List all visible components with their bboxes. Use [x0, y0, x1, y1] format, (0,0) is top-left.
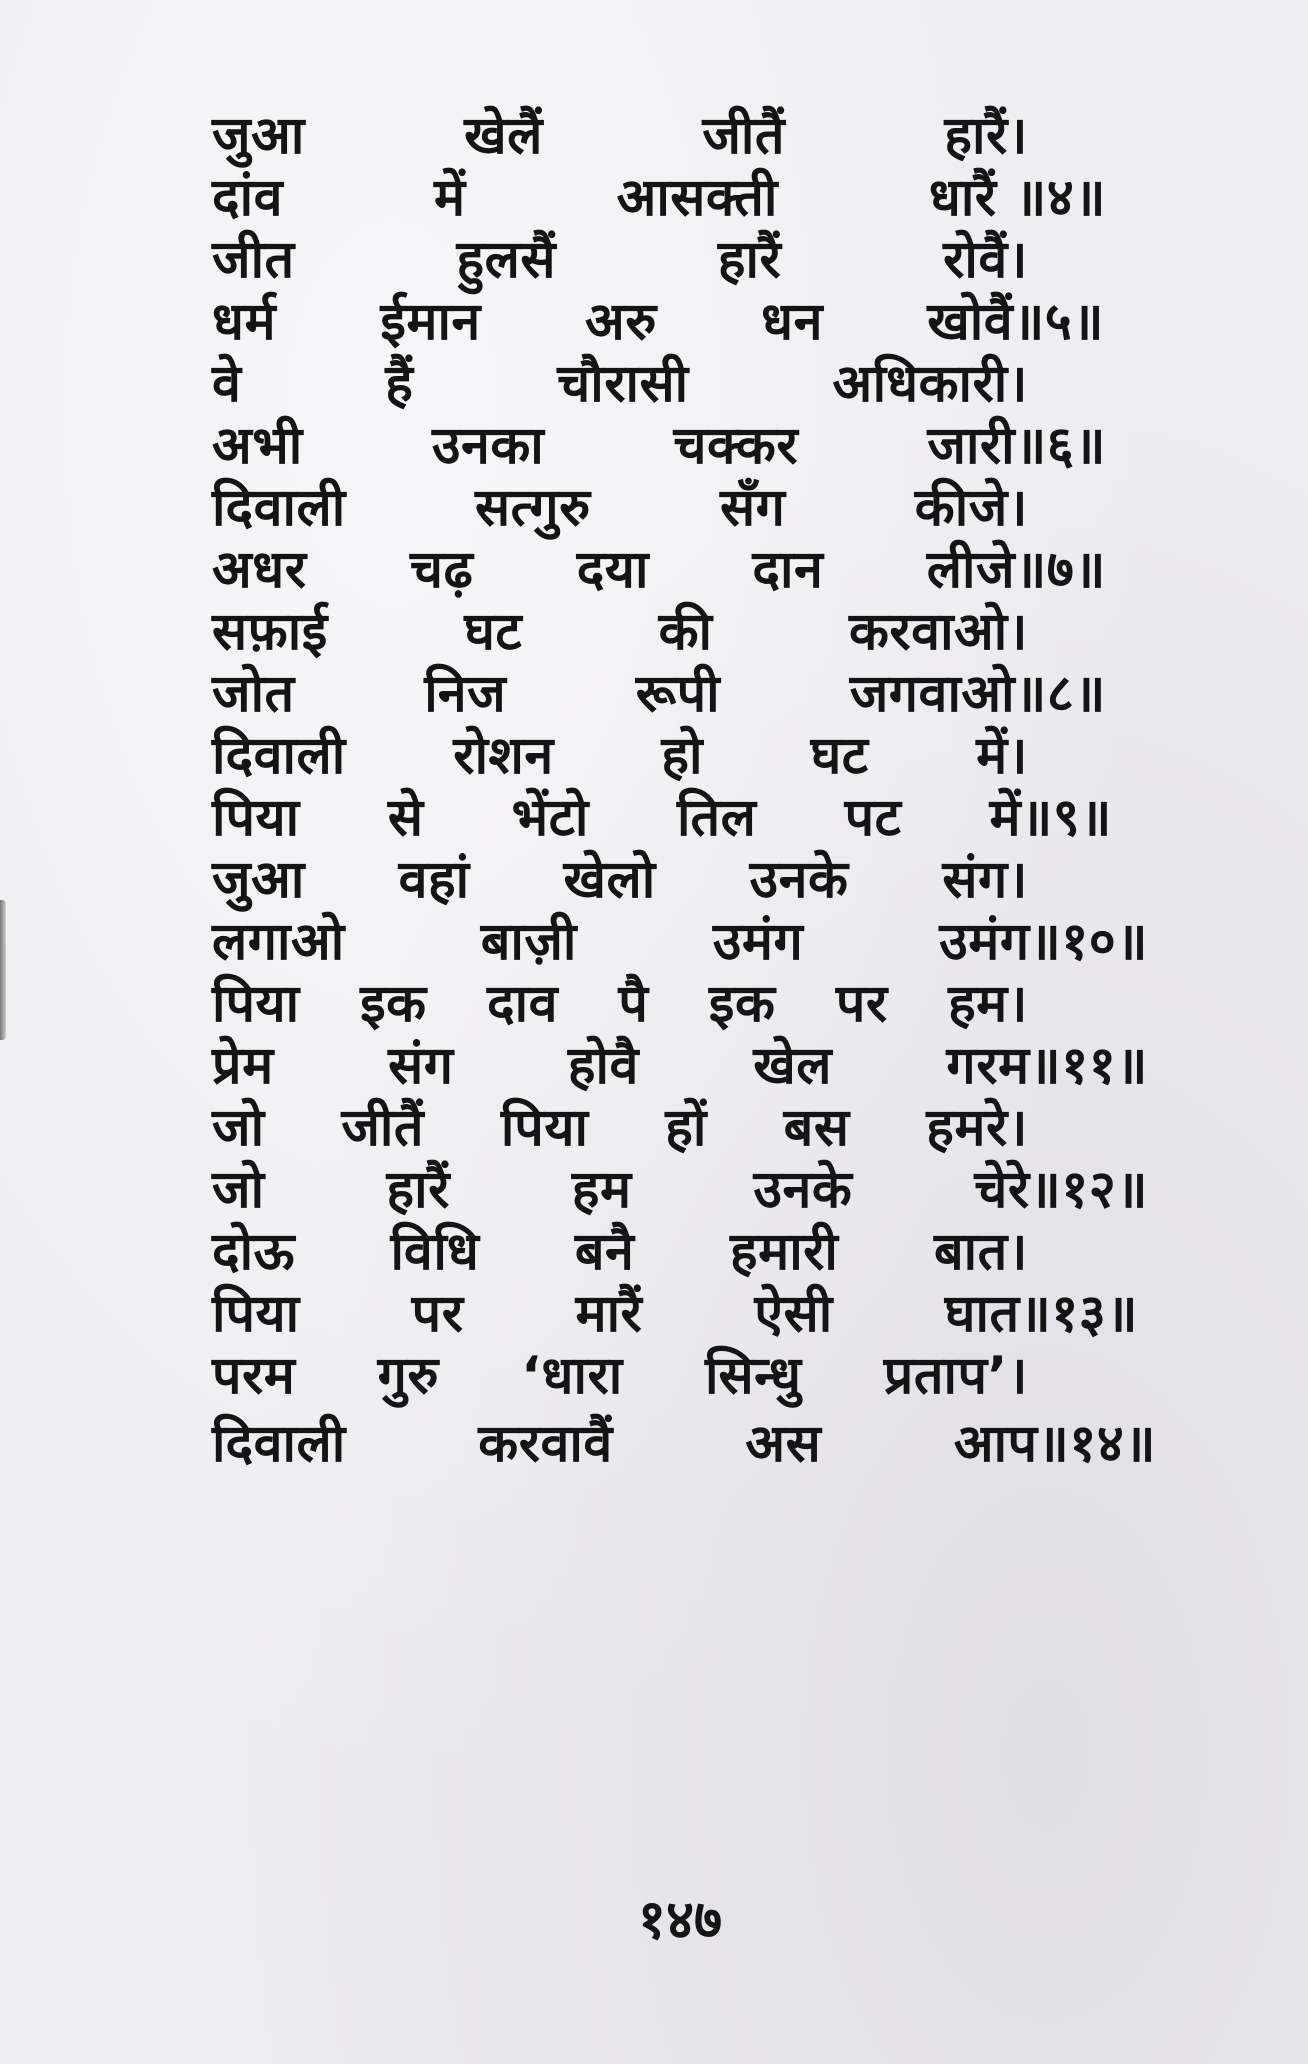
verse-word: जारी॥६॥ [927, 416, 1106, 476]
verse-word: परम [212, 1346, 296, 1406]
verse-word: चढ़ [409, 540, 474, 600]
verse-word: इक [708, 974, 776, 1034]
verse-word: बस [783, 1098, 850, 1158]
verse-word: अधर [212, 540, 307, 600]
verse-word: जीतैं [341, 1098, 425, 1158]
verse-line [212, 1396, 1156, 1476]
verse-word: हो [661, 726, 703, 786]
verse-word: उमंग॥१०॥ [939, 912, 1148, 972]
verse-word: में। [976, 726, 1028, 786]
verse-word: हारैं [386, 1160, 450, 1220]
verse-word: दया [576, 540, 649, 600]
verse-word: में [433, 168, 466, 228]
verse-word: हम। [948, 974, 1028, 1034]
verse-word: करवाओ। [848, 602, 1028, 662]
verse-word: हमरे। [926, 1098, 1028, 1158]
verse-word: चक्कर [673, 416, 799, 476]
verse-word: दोऊ [212, 1222, 295, 1282]
verse-word: आप॥१४॥ [953, 1414, 1156, 1474]
verse-word: अधिकारी। [832, 354, 1028, 414]
verse-word: वहां [398, 850, 470, 910]
verse-word: ईमान [380, 292, 481, 352]
verse-word: पिया [500, 1098, 589, 1158]
verse-word: चेरे॥१२॥ [974, 1160, 1148, 1220]
verse-word: धर्म [212, 292, 277, 352]
verse-word: खोवैं॥५॥ [927, 292, 1104, 352]
verse-word: संग। [942, 850, 1028, 910]
verse-word: पिया [212, 974, 300, 1034]
verse-word: होवै [567, 1036, 639, 1096]
verse-word: दिवाली [212, 478, 346, 538]
verse-word: कीजे। [914, 478, 1028, 538]
verse-word: जो [212, 1098, 265, 1158]
verse-word: गरम॥११॥ [946, 1036, 1148, 1096]
verse-word: जगवाओ॥८॥ [849, 664, 1106, 724]
verse-word: संग [388, 1036, 454, 1096]
verse-word: हारैं। [944, 106, 1028, 166]
verse-word: से [387, 788, 424, 848]
verse-word: हम [571, 1160, 632, 1220]
verse-word: उनके [753, 1160, 853, 1220]
verse-word: लीजे॥७॥ [926, 540, 1106, 600]
verse-word: घात॥१३॥ [944, 1284, 1138, 1344]
verse-word: जुआ [212, 850, 305, 910]
verse-word: बनै [574, 1222, 635, 1282]
verse-word: प्रेम [212, 1036, 274, 1096]
verse-word: रूपी [635, 664, 721, 724]
verse-word: में॥९॥ [989, 788, 1112, 848]
verse-word: ऐसी [754, 1284, 833, 1344]
verse-word: लगाओ [212, 912, 345, 972]
verse-word: की [658, 602, 713, 662]
verse-word: जुआ [212, 106, 305, 166]
verse-word: पिया [212, 1284, 300, 1344]
verse-word: ‘धारा [521, 1346, 623, 1406]
verse-word: बात। [933, 1222, 1028, 1282]
verse-word: दिवाली [212, 1414, 346, 1474]
verse-word: सफ़ाई [212, 602, 328, 662]
verse-word: हों [665, 1098, 707, 1158]
verse-word: निज [424, 664, 507, 724]
verse-word: विधि [390, 1222, 480, 1282]
verse-word: गुरु [377, 1346, 440, 1406]
verse-word: उनके [749, 850, 849, 910]
verse-word: अभी [212, 416, 303, 476]
verse-word: सिन्धु [704, 1346, 802, 1406]
verse-word: बाज़ी [480, 912, 577, 972]
verse-word: पर [411, 1284, 464, 1344]
verse-word: धन [761, 292, 823, 352]
page-edge-shadow [0, 900, 6, 1040]
verse-word: पिया [212, 788, 300, 848]
verse-word: दाव [486, 974, 558, 1034]
verse-word: वे [212, 354, 242, 414]
verse-word: जीतैं [702, 106, 786, 166]
verse-word: दांव [212, 168, 283, 228]
verse-word: तिल [677, 788, 757, 848]
verse-word: मारैं [575, 1284, 643, 1344]
verse-word: खेल [753, 1036, 833, 1096]
verse-word: जीत [212, 230, 295, 290]
verse-word: पट [844, 788, 902, 848]
verse-word: घट [810, 726, 869, 786]
verse-word: घट [464, 602, 523, 662]
verse-word: उमंग [712, 912, 804, 972]
verse-word: हुलसैं [456, 230, 557, 290]
verse-word: रोशन [453, 726, 554, 786]
page-number: १४७ [637, 1888, 723, 1951]
verse-word: चौरासी [557, 354, 689, 414]
verse-word: सँग [720, 478, 786, 538]
verse-word: सत्गुरु [475, 478, 591, 538]
verse-word: प्रताप’। [883, 1346, 1028, 1406]
verse-word: जोत [212, 664, 295, 724]
verse-word: इक [360, 974, 427, 1034]
verse-word: जो [212, 1160, 265, 1220]
verse-word: खेलो [563, 850, 656, 910]
verse-word: अस [745, 1414, 822, 1474]
verse-word: आसक्ती [616, 168, 778, 228]
verse-word: हैं [385, 354, 414, 414]
verse-word: रोवैं। [943, 230, 1028, 290]
verse-word: धारैं ॥४॥ [928, 168, 1106, 228]
verse-word: करवावैं [478, 1414, 613, 1474]
verse-word: खेलैं [464, 106, 543, 166]
verse-word: पर [835, 974, 888, 1034]
verse-word: दिवाली [212, 726, 346, 786]
verse-word: अरु [585, 292, 657, 352]
verse-word: दान [752, 540, 824, 600]
verse-word: उनका [432, 416, 545, 476]
verse-word: भेंटो [511, 788, 589, 848]
verse-word: हमारी [729, 1222, 839, 1282]
verse-word: हारैं [717, 230, 782, 290]
verse-word: पै [618, 974, 649, 1034]
